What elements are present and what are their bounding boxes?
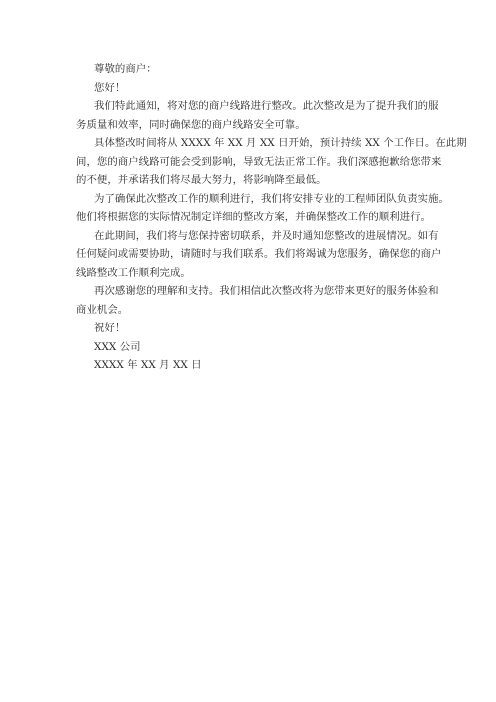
paragraph-purpose xyxy=(76,97,439,134)
paragraph-line: 间，您的商户线路可能会受到影响，导致无法正常工作。我们深感抱歉给您带来 xyxy=(76,155,442,168)
paragraph-line: 的不便，并承诺我们将尽最大努力，将影响降至最低。 xyxy=(76,174,327,186)
paragraph-line: 线路整改工作顺利完成。 xyxy=(76,266,191,279)
paragraph-line: 任何疑问或需要协助，请随时与我们联系。我们将竭诚为您服务，确保您的商户 xyxy=(76,248,442,260)
paragraph-team xyxy=(76,190,449,227)
paragraph-line: 他们将根据您的实际情况制定详细的整改方案，并确保整改工作的顺利进行。 xyxy=(76,211,431,223)
paragraph-line: 我们特此通知，将对您的商户线路进行整改。此次整改是为了提升我们的服 xyxy=(94,100,439,112)
paragraph-line: 再次感谢您的理解和支持。我们相信此次整改将为您带来更好的服务体验和 xyxy=(94,285,439,297)
salutation: 尊敬的商户： xyxy=(94,63,157,75)
paragraph-schedule xyxy=(76,134,467,190)
paragraph-line: 商业机会。 xyxy=(76,303,129,316)
greeting: 您好！ xyxy=(94,81,126,94)
notice-letter xyxy=(76,60,467,375)
paragraph-line: 为了确保此次整改工作的顺利进行，我们将安排专业的工程师团队负责实施。 xyxy=(94,192,449,205)
signature: XXX 公司 xyxy=(94,340,141,353)
paragraph-line: 在此期间，我们将与您保持密切联系，并及时通知您整改的进展情况。如有 xyxy=(94,229,439,242)
paragraph-line: 务质量和效率，同时确保您的商户线路安全可靠。 xyxy=(76,118,306,131)
closing: 祝好！ xyxy=(94,322,126,334)
paragraph-thanks xyxy=(76,282,439,319)
paragraph-contact xyxy=(76,227,442,283)
date: XXXX 年 XX 月 XX 日 xyxy=(94,359,202,371)
paragraph-line: 具体整改时间将从 XXXX 年 XX 月 XX 日开始，预计持续 XX 个工作日。在此期 xyxy=(94,137,467,149)
